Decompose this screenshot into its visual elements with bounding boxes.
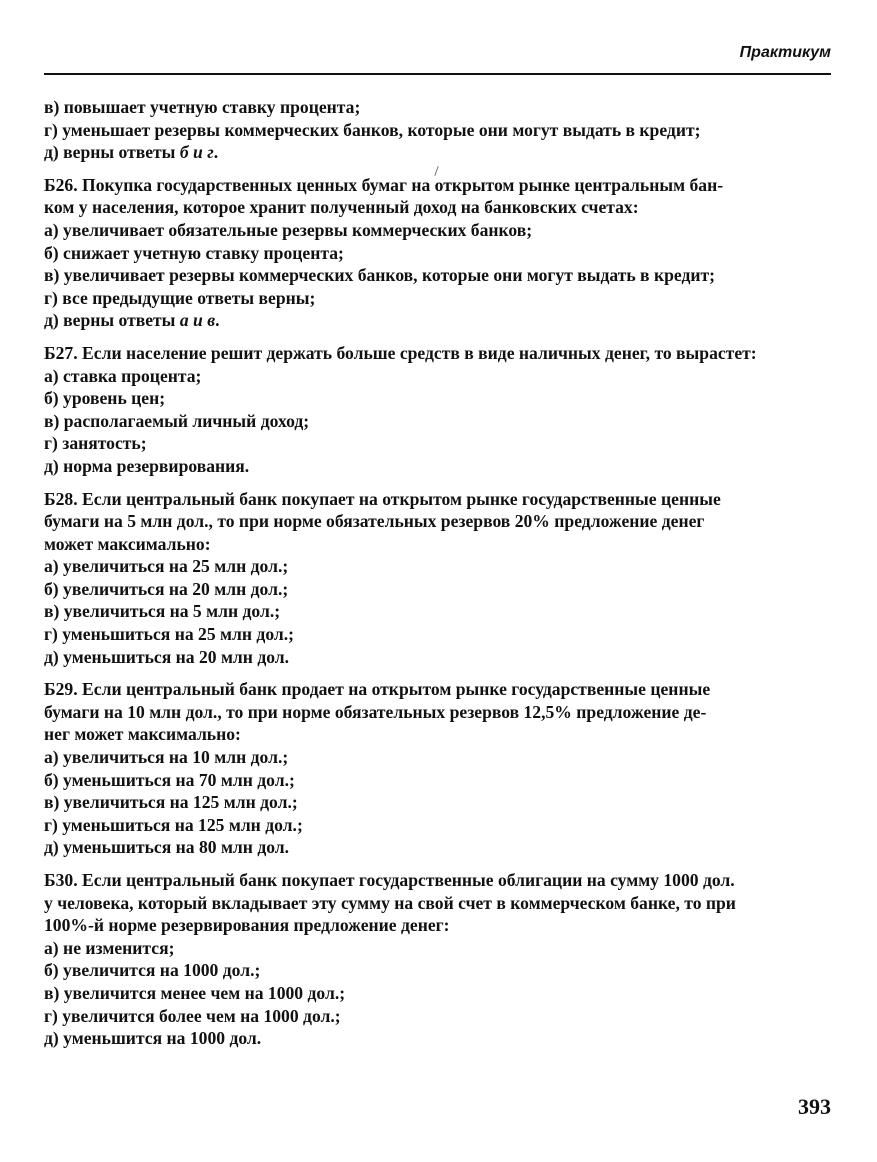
- question-text: Если население решит держать больше средств в виде наличных денег, то вырастет:: [82, 342, 757, 363]
- answer-option: в) увеличиться на 5 млн дол.;: [44, 601, 281, 622]
- page-number: 393: [798, 1094, 831, 1119]
- question-text: Если центральный банк покупает государственные облигации на сумму 1000 дол.: [82, 870, 735, 890]
- intro-line: в) повышает учетную ставку процента;: [44, 97, 361, 117]
- answer-option: г) занятость;: [44, 433, 147, 454]
- answer-option: а) увеличиться на 10 млн дол.;: [44, 747, 289, 768]
- question-text: Если центральный банк покупает на открытом рынке государственные ценные: [82, 488, 721, 509]
- intro-block: [44, 96, 831, 164]
- question-number: Б26.: [44, 174, 78, 195]
- question-text-line: [44, 533, 831, 556]
- question-text: Покупка государственных ценных бумаг на открытом рынке центральным бан-: [82, 174, 724, 195]
- question-text: Если центральный банк продает на открытом рынке государственные ценные: [82, 679, 711, 700]
- question-text-line: [44, 488, 831, 511]
- answer-option: а) увеличивает обязательные резервы коммерческих банков;: [44, 219, 533, 240]
- answer-option: б) увеличиться на 20 млн дол.;: [44, 578, 289, 599]
- question-block: [44, 869, 831, 1050]
- question-text: нег может максимально:: [44, 724, 241, 745]
- answer-option: [44, 309, 831, 332]
- answer-option: а) не изменится;: [44, 937, 175, 958]
- page-content: [44, 96, 831, 1050]
- answer-option: д) уменьшиться на 20 млн дол.: [44, 646, 290, 667]
- answer-option: б) уровень цен;: [44, 388, 166, 409]
- question-text-line: [44, 869, 831, 892]
- answer-option: а) ставка процента;: [44, 365, 202, 386]
- answer-option: в) увеличиться на 125 млн дол.;: [44, 792, 298, 813]
- option-italic: а и в: [179, 310, 216, 331]
- answer-option: г) уменьшиться на 125 млн дол.;: [44, 814, 303, 835]
- question-text: бумаги на 10 млн дол., то при норме обязательных резервов 12,5% предложение де-: [44, 701, 707, 722]
- questions-list: [44, 174, 831, 1050]
- answer-option: г) уменьшиться на 25 млн дол.;: [44, 624, 295, 645]
- answer-option: в) располагаемый личный доход;: [44, 410, 310, 431]
- question-text-line: [44, 174, 831, 197]
- question-text-line: [44, 510, 831, 533]
- option-after: .: [215, 310, 220, 331]
- question-text-line: [44, 723, 831, 746]
- question-text-line: [44, 342, 831, 365]
- question-block: [44, 342, 831, 478]
- answer-option: д) уменьшиться на 80 млн дол.: [44, 837, 290, 858]
- header-rule: [44, 73, 831, 75]
- option-after: .: [213, 142, 219, 163]
- option-text: д) верны ответы: [44, 142, 180, 163]
- question-number: Б28.: [44, 488, 78, 509]
- answer-option: в) увеличится менее чем на 1000 дол.;: [44, 982, 346, 1003]
- question-text-line: [44, 196, 831, 219]
- answer-option: б) снижает учетную ставку процента;: [44, 242, 344, 263]
- question-number: Б30.: [44, 870, 78, 890]
- option-italic: б и г: [179, 142, 214, 163]
- question-text-line: [44, 892, 831, 915]
- question-text: у человека, который вкладывает эту сумму на свой счет в коммерческом банке, то при: [44, 892, 736, 913]
- option-text: д) верны ответы: [44, 310, 180, 331]
- question-text-line: [44, 701, 831, 724]
- answer-option: б) уменьшиться на 70 млн дол.;: [44, 769, 295, 790]
- intro-line: [44, 141, 831, 164]
- answer-option: д) уменьшится на 1000 дол.: [44, 1028, 262, 1049]
- question-block: [44, 488, 831, 669]
- answer-option: в) увеличивает резервы коммерческих банков, которые они могут выдать в кредит;: [44, 265, 715, 286]
- answer-option: а) увеличиться на 25 млн дол.;: [44, 556, 289, 577]
- question-text-line: [44, 678, 831, 701]
- answer-option: г) все предыдущие ответы верны;: [44, 287, 316, 308]
- question-text: ком у населения, которое хранит полученный доход на банковских счетах:: [44, 197, 639, 218]
- question-number: Б27.: [44, 342, 78, 363]
- question-block: [44, 678, 831, 859]
- answer-option: б) увеличится на 1000 дол.;: [44, 960, 261, 981]
- question-block: [44, 174, 831, 332]
- intro-line: г) уменьшает резервы коммерческих банков, которые они могут выдать в кредит;: [44, 119, 701, 140]
- question-number: Б29.: [44, 679, 78, 700]
- question-text: 100%-й норме резервирования предложение денег:: [44, 915, 450, 936]
- question-text: бумаги на 5 млн дол., то при норме обязательных резервов 20% предложение денег: [44, 511, 705, 532]
- question-text-line: [44, 914, 831, 937]
- answer-option: г) увеличится более чем на 1000 дол.;: [44, 1005, 341, 1026]
- question-text: может максимально:: [44, 533, 211, 554]
- answer-option: д) норма резервирования.: [44, 455, 250, 476]
- running-header: Практикум: [739, 44, 831, 61]
